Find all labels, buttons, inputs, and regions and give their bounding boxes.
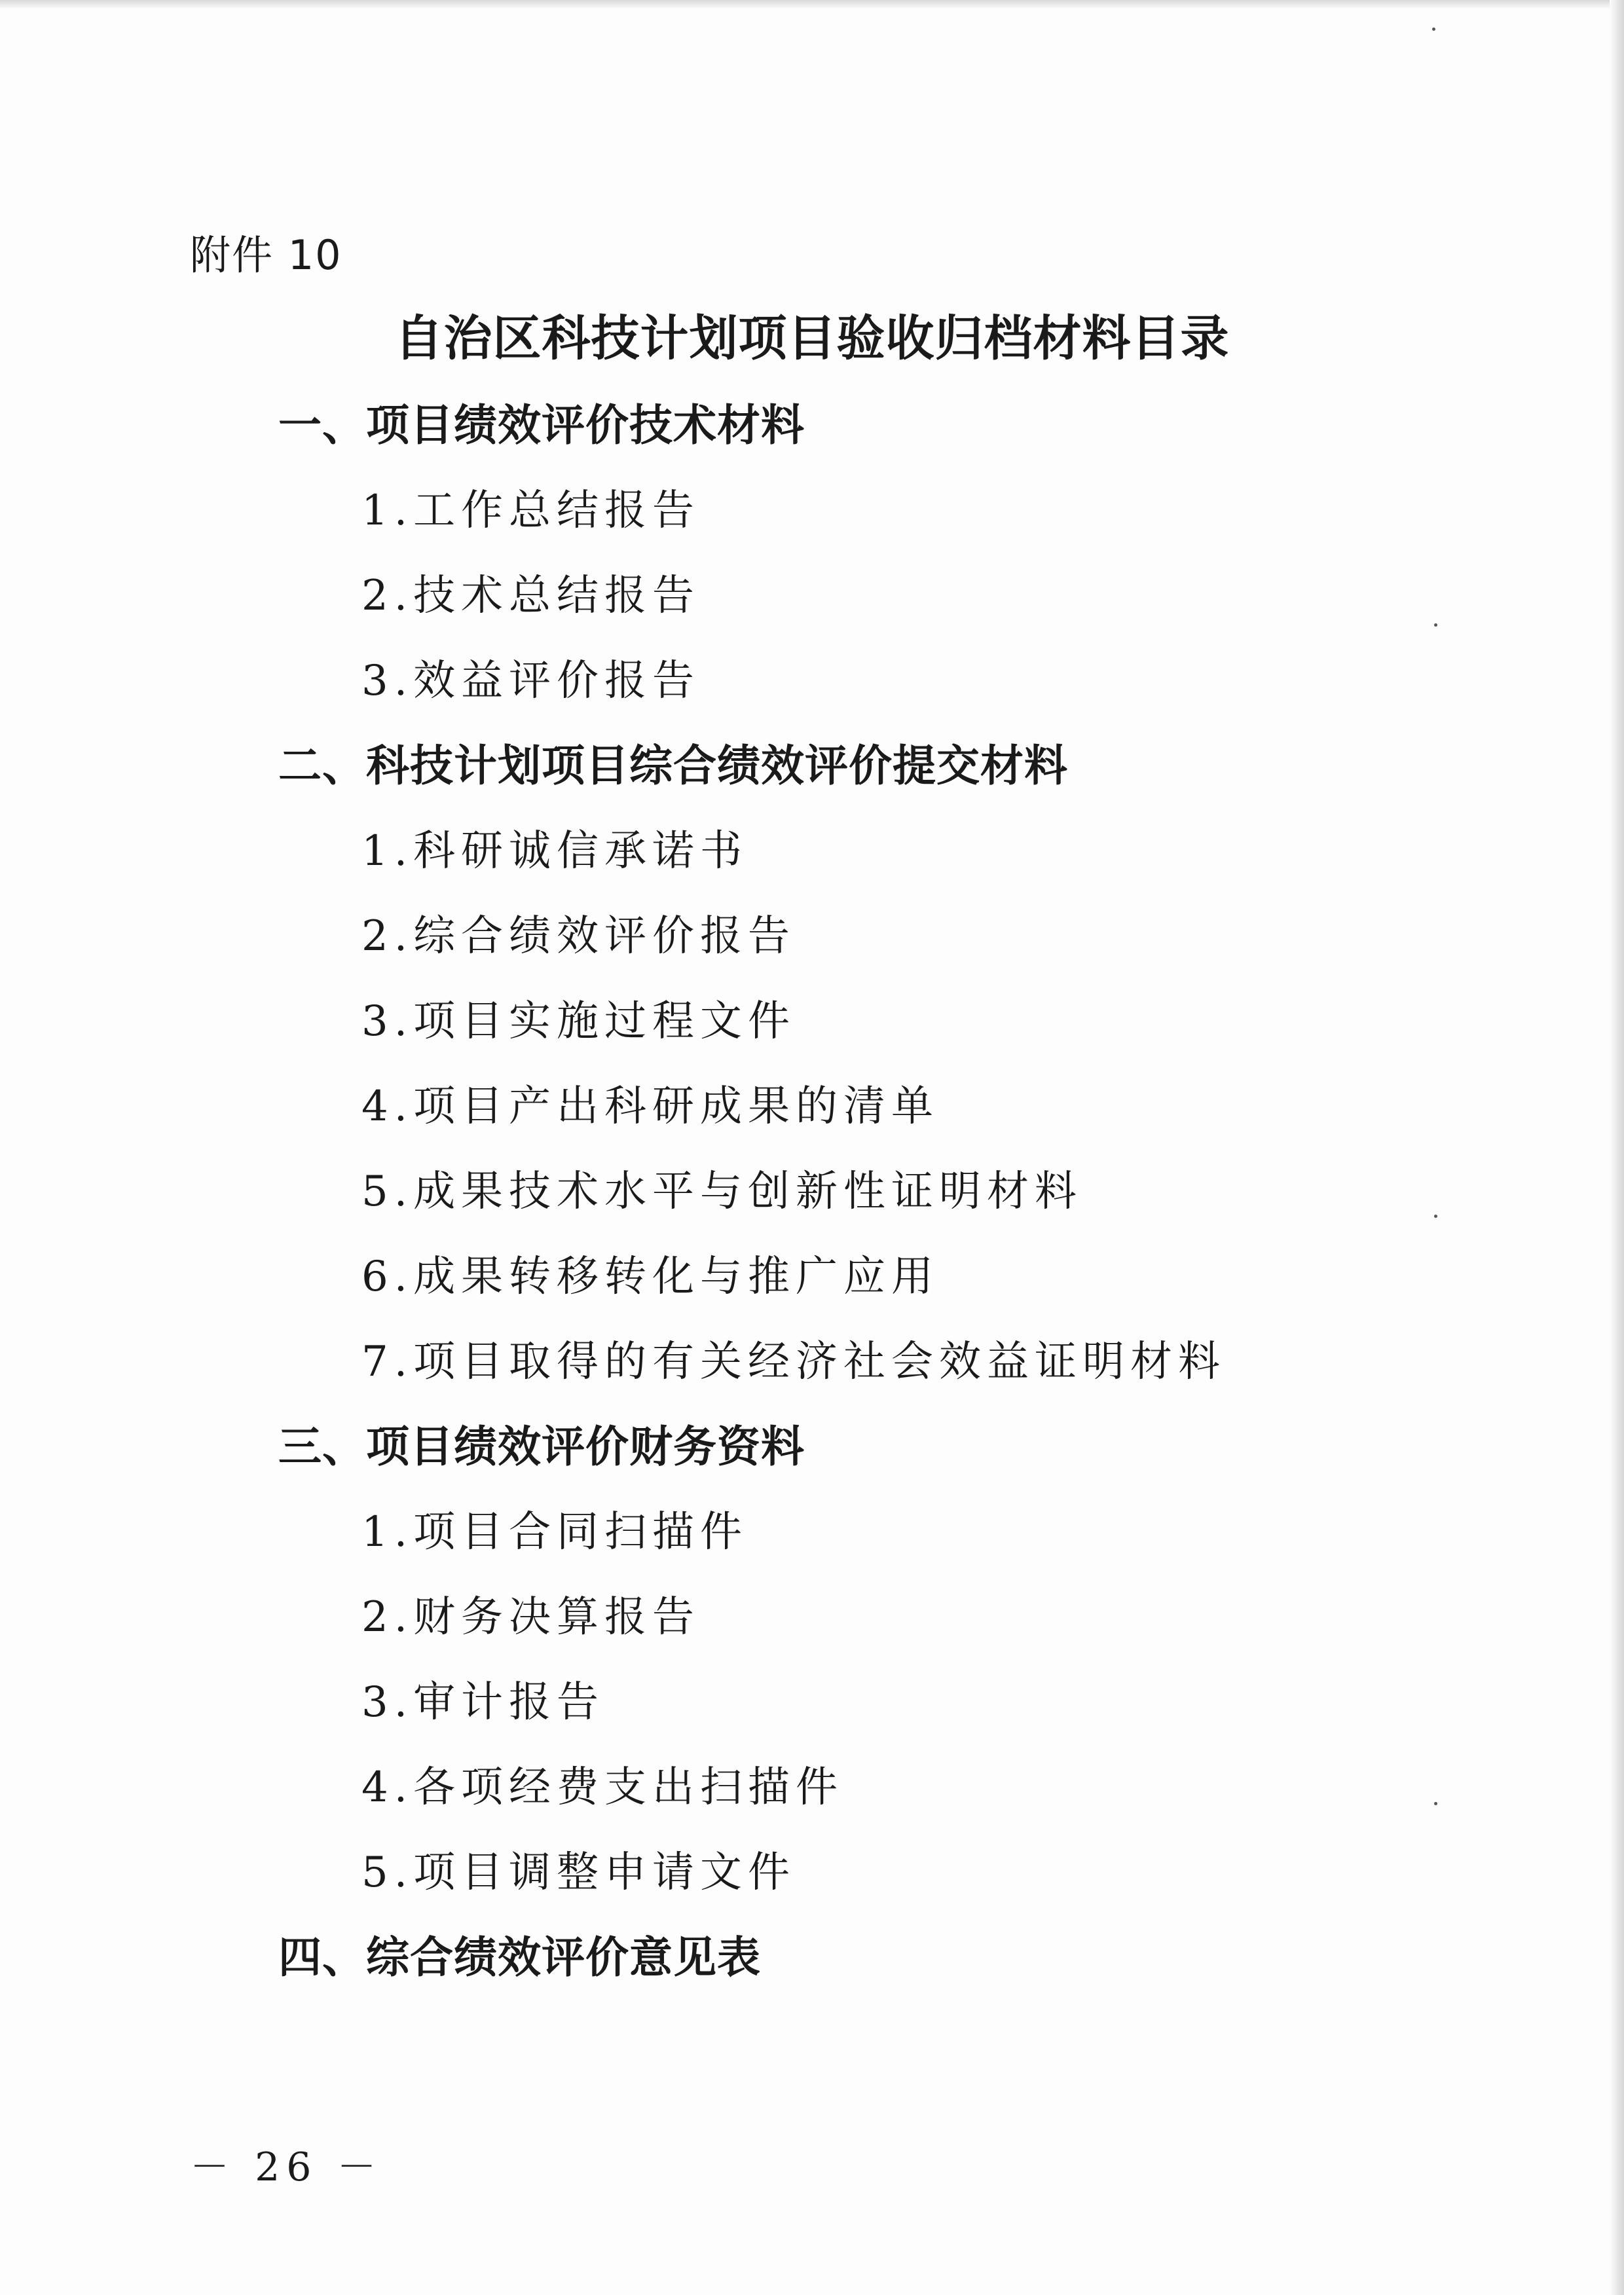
list-item: 3.审计报告 bbox=[361, 1678, 605, 1727]
page-number: － 26 － bbox=[190, 2144, 383, 2190]
attachment-label: 附件 10 bbox=[190, 231, 342, 279]
list-item: 4.各项经费支出扫描件 bbox=[361, 1763, 844, 1812]
document-title: 自治区科技计划项目验收归档材料目录 bbox=[394, 310, 1230, 367]
list-item: 5.成果技术水平与创新性证明材料 bbox=[361, 1167, 1083, 1216]
list-item: 1.工作总结报告 bbox=[361, 487, 701, 535]
scan-speck bbox=[1434, 1802, 1437, 1805]
list-item: 2.技术总结报告 bbox=[361, 572, 701, 620]
section-heading-1: 一、项目绩效评价技术材料 bbox=[278, 400, 805, 450]
section-heading-2: 二、科技计划项目综合绩效评价提交材料 bbox=[278, 741, 1068, 791]
list-item: 5.项目调整申请文件 bbox=[361, 1848, 796, 1897]
section-heading-4: 四、综合绩效评价意见表 bbox=[278, 1932, 761, 1983]
list-item: 7.项目取得的有关经济社会效益证明材料 bbox=[361, 1338, 1227, 1386]
list-item: 1.科研诚信承诺书 bbox=[361, 827, 748, 875]
list-item: 3.项目实施过程文件 bbox=[361, 997, 796, 1046]
scan-speck bbox=[1434, 623, 1437, 627]
section-heading-3: 三、项目绩效评价财务资料 bbox=[278, 1422, 805, 1472]
list-item: 2.综合绩效评价报告 bbox=[361, 912, 796, 961]
list-item: 1.项目合同扫描件 bbox=[361, 1508, 748, 1556]
scan-edge-top bbox=[0, 0, 1624, 9]
scan-speck bbox=[1434, 1215, 1437, 1218]
scan-speck bbox=[1432, 28, 1435, 31]
list-item: 6.成果转移转化与推广应用 bbox=[361, 1253, 940, 1301]
list-item: 4.项目产出科研成果的清单 bbox=[361, 1082, 940, 1131]
list-item: 2.财务决算报告 bbox=[361, 1593, 701, 1642]
list-item: 3.效益评价报告 bbox=[361, 657, 701, 705]
